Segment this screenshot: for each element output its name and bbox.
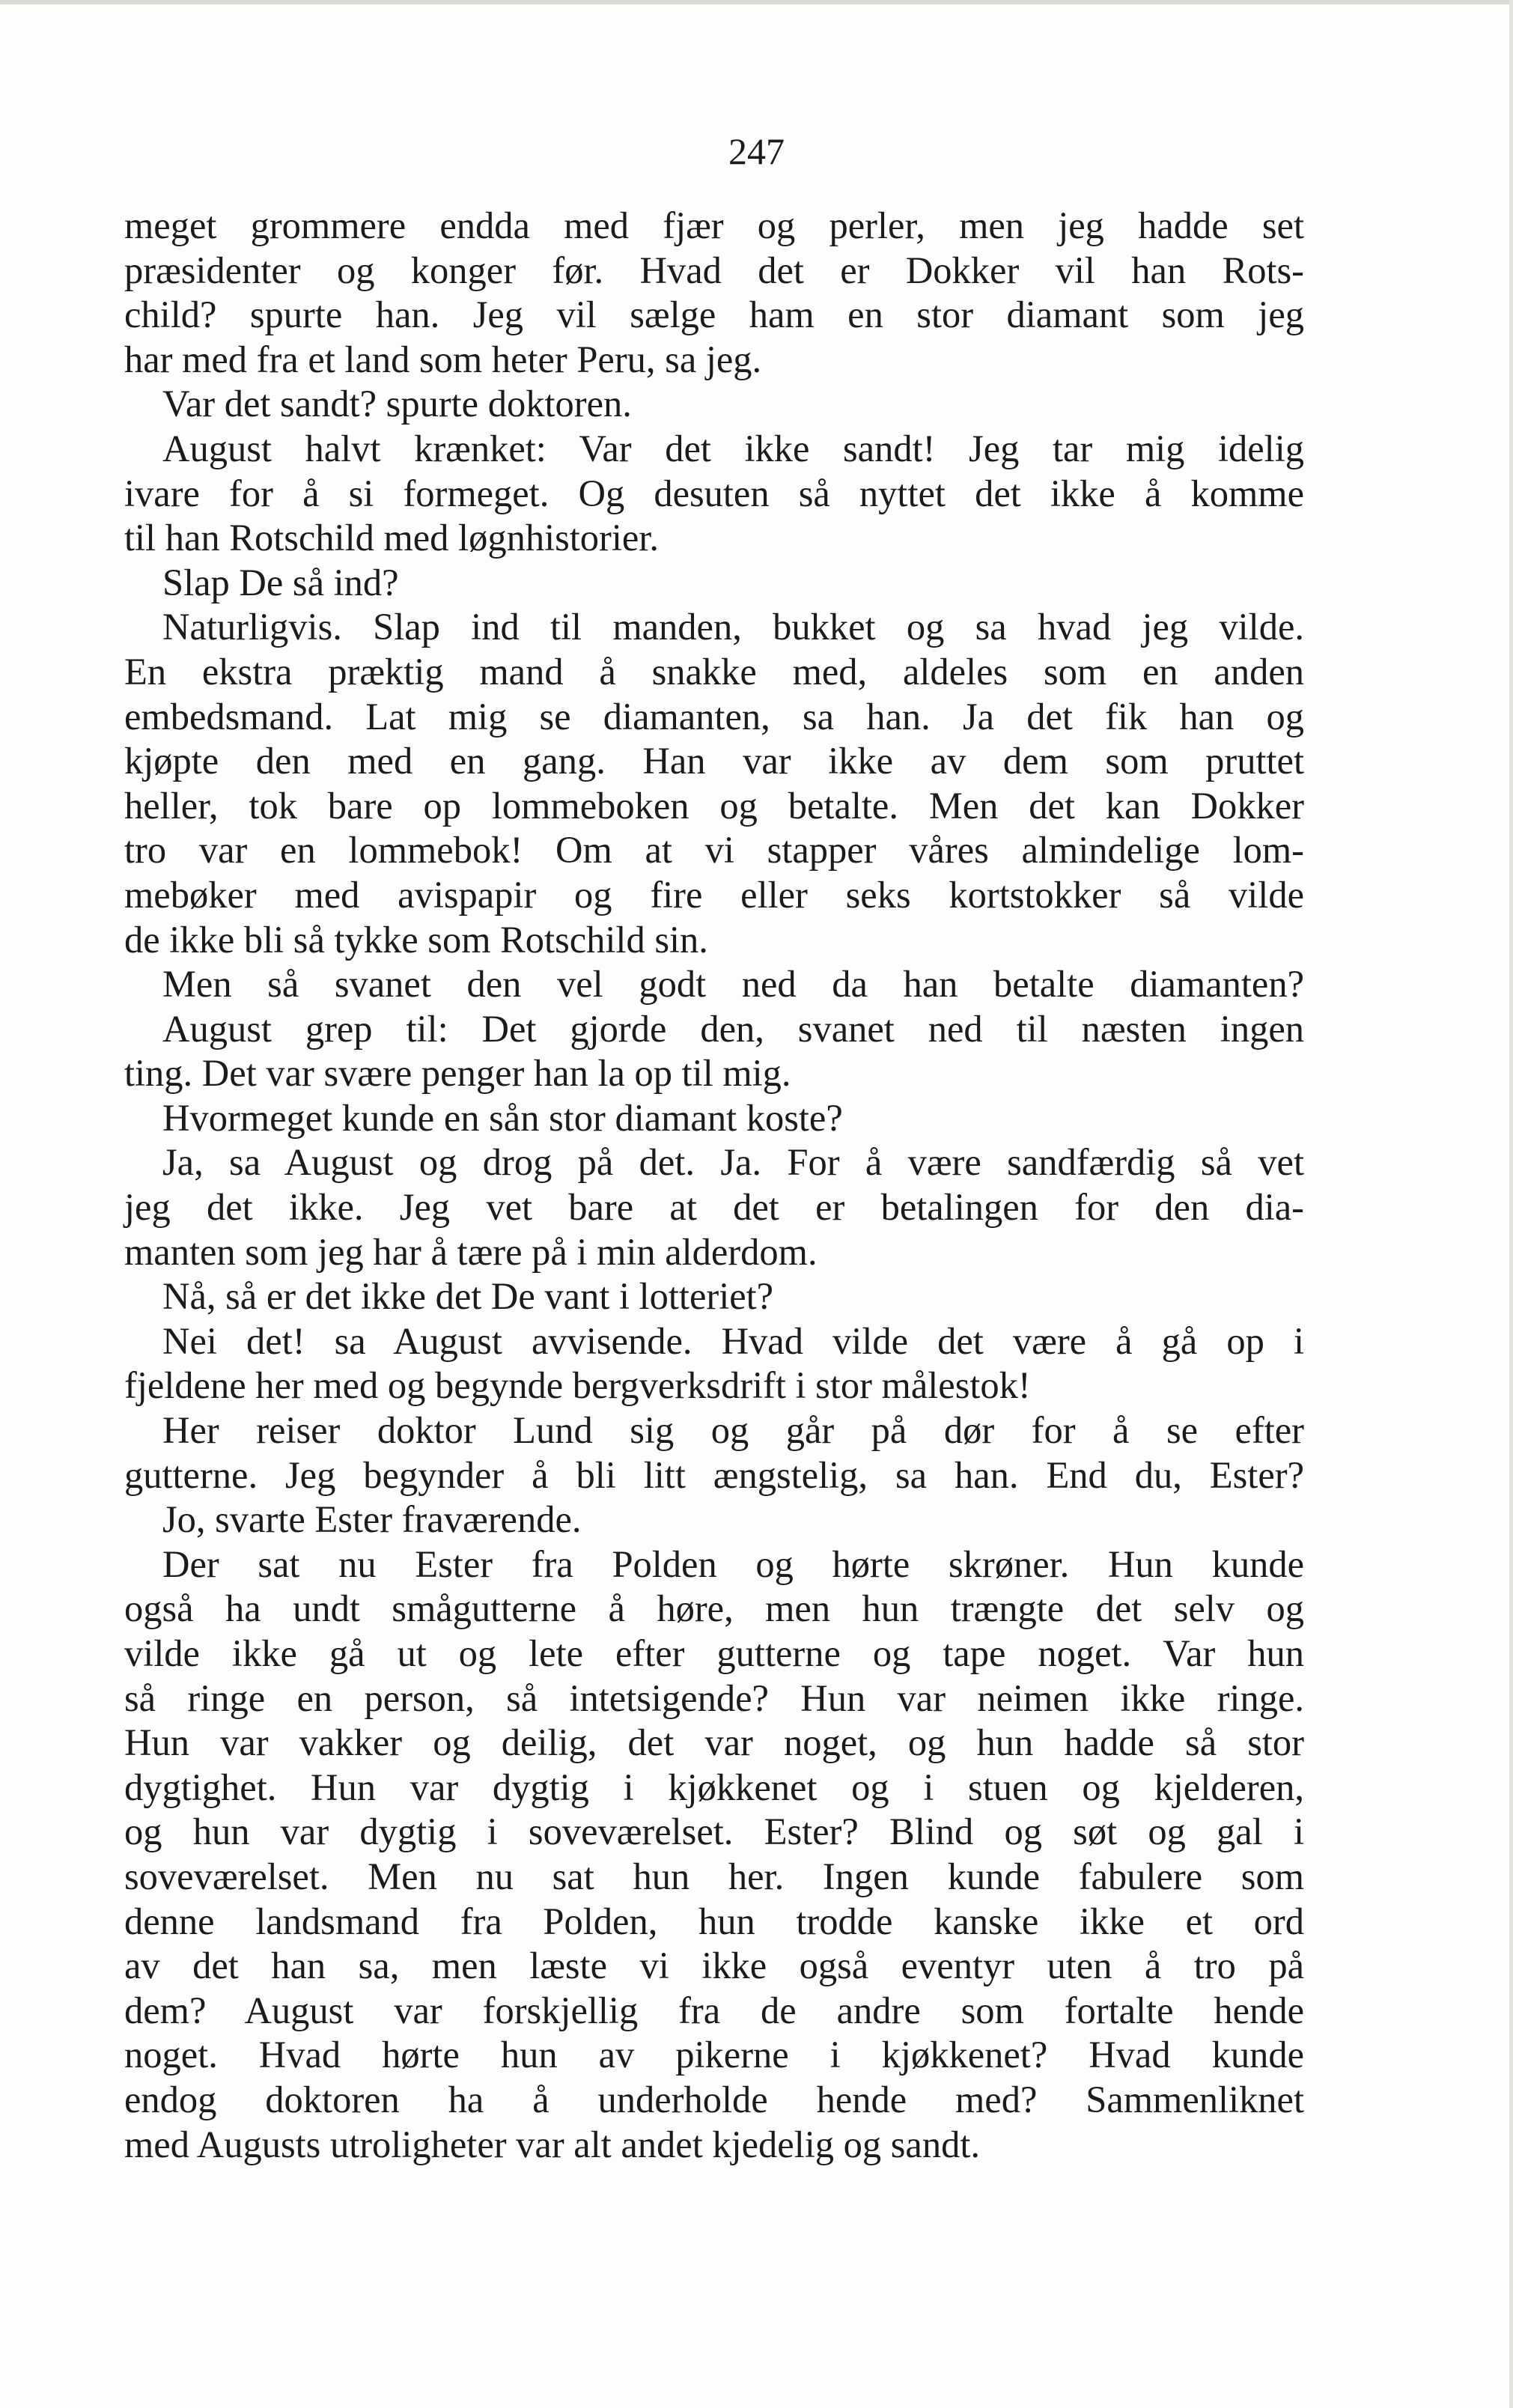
text-line: Men så svanet den vel godt ned da han betalte diamanten? [162,963,1304,1006]
text-line: jeg det ikke. Jeg vet bare at det er betalingen for den dia- [124,1186,1304,1229]
text-line: Ja, sa August og drog på det. Ja. For å være sandfærdig så vet [162,1141,1304,1184]
text-line: præsidenter og konger før. Hvad det er Dokker vil han Rots- [124,249,1304,291]
page-number: 247 [728,130,785,172]
text-line: mebøker med avispapir og fire eller seks kortstokker så vilde [124,873,1304,916]
text-line: Var det sandt? spurte doktoren. [162,383,632,425]
text-line: child? spurte han. Jeg vil sælge ham en stor diamant som jeg [124,294,1304,336]
text-line: meget grommere endda med fjær og perler, men jeg hadde set [124,204,1304,246]
text-line: August halvt krænket: Var det ikke sandt! Jeg tar mig idelig [162,427,1304,469]
text-line: så ringe en person, så intetsigende? Hun var neimen ikke ringe. [124,1676,1304,1719]
text-line: August grep til: Det gjorde den, svanet ned til næsten ingen [162,1007,1304,1050]
text-line: En ekstra præktig mand å snakke med, aldeles som en anden [124,650,1304,693]
text-line: kjøpte den med en gang. Han var ikke av dem som pruttet [124,740,1304,782]
text-line: gutterne. Jeg begynder å bli litt ængstelig, sa han. End du, Ester? [124,1453,1304,1496]
text-line: noget. Hvad hørte hun av pikerne i kjøkkenet? Hvad kunde [124,2034,1304,2076]
text-line: embedsmand. Lat mig se diamanten, sa han. Ja det fik han og [124,695,1304,738]
text-line: til han Rotschild med løgnhistorier. [124,517,659,559]
scan-edge-top [0,0,1513,4]
body-text [124,204,1304,2167]
text-line: endog doktoren ha å underholde hende med? Sammenliknet [124,2078,1304,2120]
text-line: Slap De så ind? [162,561,399,603]
text-line: og hun var dygtig i soveværelset. Ester? Blind og søt og gal i [124,1810,1304,1853]
text-line: med Augusts utroligheter var alt andet kjedelig og sandt. [124,2123,981,2165]
text-line: manten som jeg har å tære på i min alderdom. [124,1230,818,1273]
text-line: tro var en lommebok! Om at vi stapper våres almindelige lom- [124,829,1304,872]
text-line: Der sat nu Ester fra Polden og hørte skrøner. Hun kunde [162,1542,1304,1585]
text-line: ivare for å si formeget. Og desuten så nyttet det ikke å komme [124,472,1304,514]
text-line: denne landsmand fra Polden, hun trodde kanske ikke et ord [124,1900,1304,1942]
text-line: ting. Det var svære penger han la op til mig. [124,1052,791,1095]
text-line: av det han sa, men læste vi ikke også eventyr uten å tro på [124,1945,1304,1987]
text-line: de ikke bli så tykke som Rotschild sin. [124,918,708,961]
text-line: vilde ikke gå ut og lete efter gutterne og tape noget. Var hun [124,1632,1304,1674]
text-line: har med fra et land som heter Peru, sa jeg. [124,338,762,380]
text-line: heller, tok bare op lommeboken og betalte. Men det kan Dokker [124,784,1304,827]
text-line: Hvormeget kunde en sån stor diamant koste? [162,1096,843,1139]
scan-edge-right [1509,0,1513,2408]
text-line: også ha undt smågutterne å høre, men hun trængte det selv og [124,1587,1304,1630]
text-line: dem? August var forskjellig fra de andre som fortalte hende [124,1989,1304,2031]
text-line: soveværelset. Men nu sat hun her. Ingen kunde fabulere som [124,1855,1304,1897]
text-line: dygtighet. Hun var dygtig i kjøkkenet og i stuen og kjelderen, [124,1766,1304,1808]
text-line: Nå, så er det ikke det De vant i lotteriet? [162,1275,774,1318]
text-line: Hun var vakker og deilig, det var noget, og hun hadde så stor [124,1721,1304,1764]
text-line: Nei det! sa August avvisende. Hvad vilde det være å gå op i [162,1319,1304,1362]
text-line: Jo, svarte Ester fraværende. [162,1498,582,1541]
text-line: fjeldene her med og begynde bergverksdrift i stor målestok! [124,1364,1031,1407]
text-line: Naturligvis. Slap ind til manden, bukket og sa hvad jeg vilde. [162,606,1304,648]
text-line: Her reiser doktor Lund sig og går på dør for å se efter [162,1409,1304,1452]
